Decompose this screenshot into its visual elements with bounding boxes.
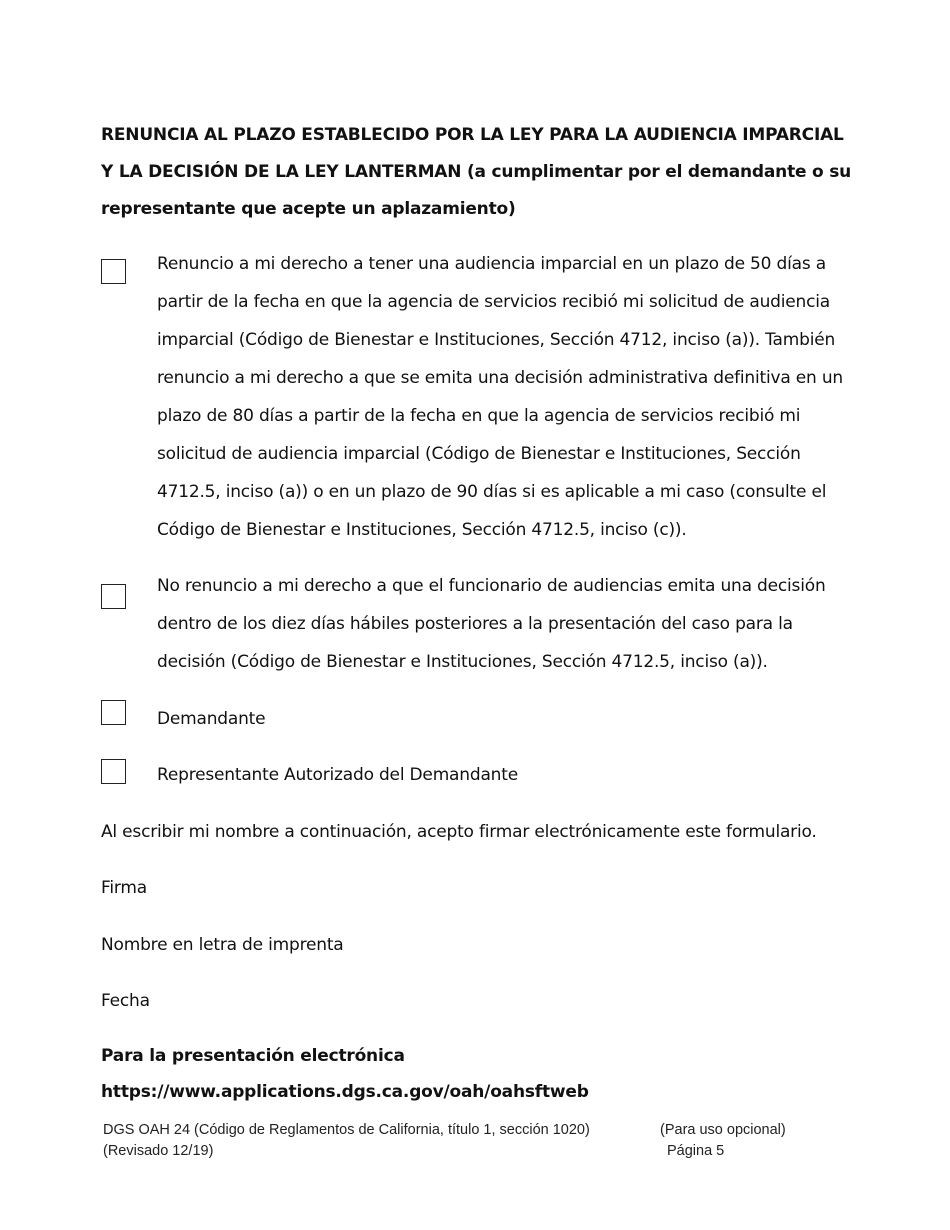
footer-form-id: DGS OAH 24 (Código de Reglamentos de California, título 1, sección 1020): [103, 1122, 590, 1138]
footer-optional-use: (Para uso opcional): [660, 1122, 786, 1138]
section-heading: RENUNCIA AL PLAZO ESTABLECIDO POR LA LEY PARA LA AUDIENCIA IMPARCIAL Y LA DECISIÓN DE LA LEY LANTERMAN (a cumplimentar por el demandante o su representante que acepte un aplazamiento): [101, 125, 852, 219]
representative-checkbox[interactable]: [101, 759, 126, 784]
date-label: Fecha: [101, 991, 150, 1011]
waive-checkbox[interactable]: [101, 259, 126, 284]
claimant-checkbox[interactable]: [101, 700, 126, 725]
waive-text: Renuncio a mi derecho a tener una audiencia imparcial en un plazo de 50 días a partir de la fecha en que la agencia de servicios recibió mi solicitud de audiencia imparcial (Código de Bienestar e Instituciones, Sección 4712, inciso (a)). También renuncio a mi derecho a que se emita una decisión administrativa definitiva en un plazo de 80 días a partir de la fecha en que la agencia de servicios recibió mi solicitud de audiencia imparcial (Código de Bienestar e Instituciones, Sección 4712.5, inciso (a)) o en un plazo de 90 días si es aplicable a mi caso (consulte el Código de Bienestar e Instituciones, Sección 4712.5, inciso (c)).: [157, 254, 843, 540]
footer-revision: (Revisado 12/19): [103, 1143, 214, 1159]
signature-label: Firma: [101, 878, 147, 898]
claimant-label: Demandante: [157, 709, 266, 729]
no-waive-text: No renuncio a mi derecho a que el funcionario de audiencias emita una decisión dentro de los diez días hábiles posteriores a la presentación del caso para la decisión (Código de Bienestar e Instituciones, Sección 4712.5, inciso (a)).: [157, 576, 826, 672]
electronic-filing-url[interactable]: https://www.applications.dgs.ca.gov/oah/oahsftweb: [101, 1082, 589, 1102]
no-waive-checkbox[interactable]: [101, 584, 126, 609]
electronic-filing-title: Para la presentación electrónica: [101, 1046, 405, 1066]
representative-label: Representante Autorizado del Demandante: [157, 765, 518, 785]
e-signature-consent: Al escribir mi nombre a continuación, acepto firmar electrónicamente este formulario.: [101, 822, 817, 842]
footer-page-number: Página 5: [667, 1143, 725, 1159]
printed-name-label: Nombre en letra de imprenta: [101, 935, 344, 955]
